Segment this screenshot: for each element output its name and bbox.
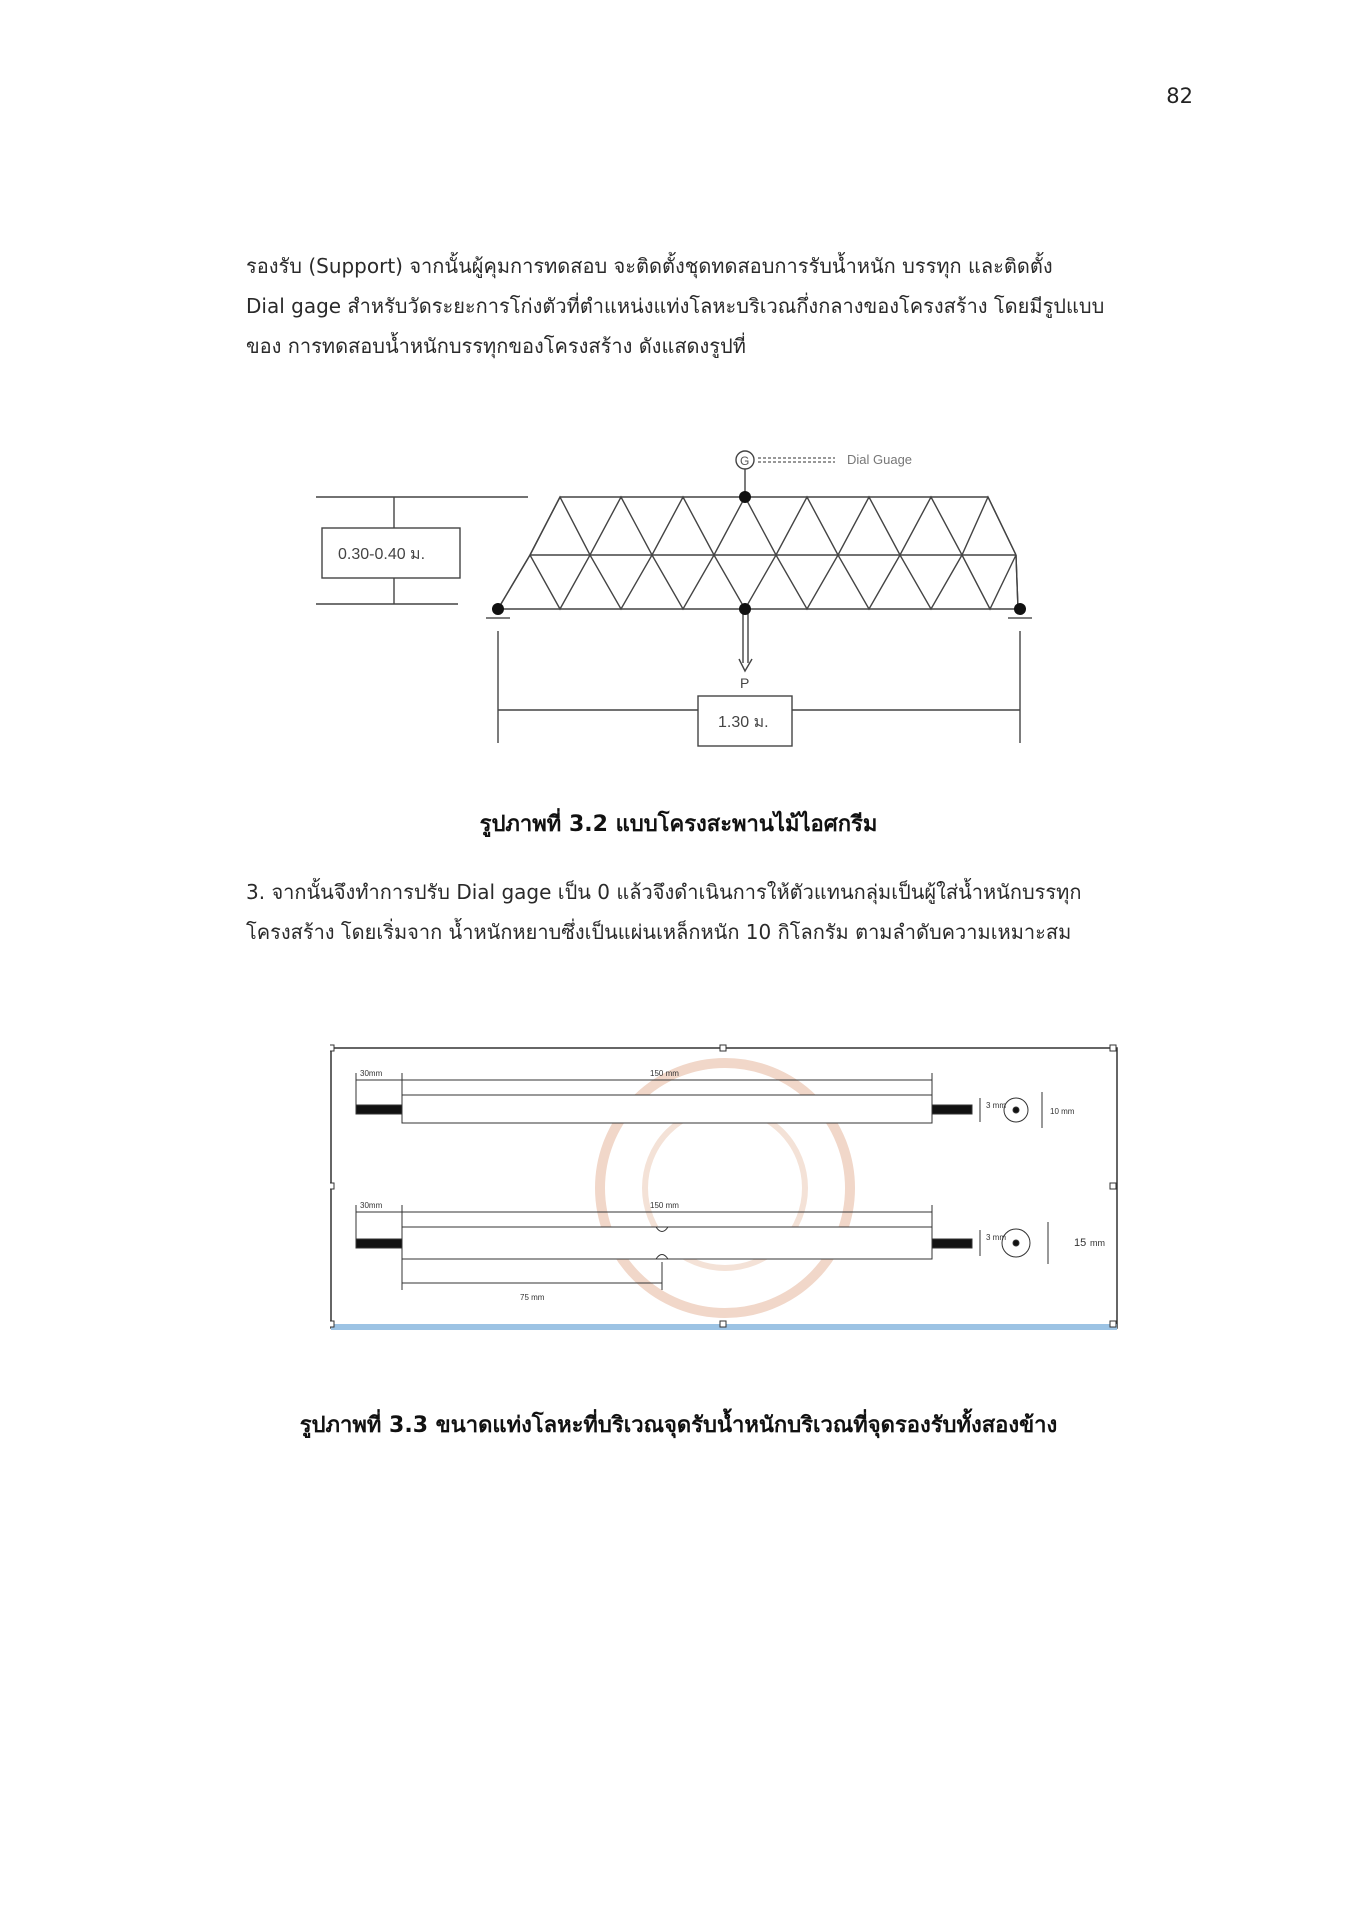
top-rod-end-right [932, 1105, 972, 1114]
figure-3-2-caption: รูปภาพที่ 3.2 แบบโครงสะพานไม้ไอศกรีม [479, 812, 878, 837]
center-bottom-node [739, 603, 751, 615]
span-label: 1.30 ม. [718, 714, 769, 731]
load-label: P [740, 675, 750, 691]
top-rod-end-left [356, 1105, 402, 1114]
top-length-label: 150 mm [650, 1069, 679, 1078]
paragraph-2-line: โครงสร้าง โดยเริ่มจาก น้ำหนักหยาบซึ่งเป็นแผ่นเหล็กหนัก 10 กิโลกรัม ตามลำดับความเหมาะสม [246, 920, 1072, 944]
resize-handle[interactable] [1110, 1321, 1116, 1327]
paragraph-1-line: Dial gage สำหรับวัดระยะการโก่งตัวที่ตำแหน่งแท่งโลหะบริเวณกึ่งกลางของโครงสร้าง โดยมีรูปแบบ [246, 294, 1105, 318]
bottom-mid-label: 75 mm [520, 1293, 545, 1302]
resize-handle[interactable] [1110, 1183, 1116, 1189]
resize-handle[interactable] [720, 1045, 726, 1051]
paragraph-2-line: 3. จากนั้นจึงทำการปรับ Dial gage เป็น 0 แล้วจึงดำเนินการให้ตัวแทนกลุ่มเป็นผู้ใส่น้ำหนักบรรทุก [246, 880, 1082, 904]
paragraph-2 [246, 872, 1200, 952]
bottom-rod-end-left [356, 1239, 402, 1248]
resize-handle[interactable] [720, 1321, 726, 1327]
bottom-diameter-value: 15 [1074, 1237, 1087, 1249]
height-label: 0.30-0.40 ม. [338, 546, 426, 563]
resize-handle[interactable] [1110, 1045, 1116, 1051]
resize-handle[interactable] [330, 1045, 334, 1051]
figure-3-3-caption: รูปภาพที่ 3.3 ขนาดแท่งโลหะที่บริเวณจุดรับน้ำหนักบริเวณที่จุดรองรับทั้งสองข้าง [299, 1413, 1058, 1438]
bottom-rod-section-core [1013, 1240, 1019, 1246]
bottom-gap-label: 3 mm [986, 1233, 1006, 1242]
page-number: 82 [1166, 84, 1193, 108]
top-gap-label: 3 mm [986, 1101, 1006, 1110]
load-arrow-head [739, 659, 752, 671]
top-rod-section-core [1013, 1107, 1019, 1113]
bottom-end-label: 30mm [360, 1201, 383, 1210]
bottom-diameter-unit: mm [1090, 1238, 1105, 1248]
dial-gauge-label: Dial Guage [847, 452, 913, 467]
right-support-node [1014, 603, 1026, 615]
truss-diagram [300, 435, 1060, 765]
left-support-node [492, 603, 504, 615]
rod-dimension-figure [330, 1028, 1120, 1334]
resize-handle[interactable] [330, 1183, 334, 1189]
bottom-length-label: 150 mm [650, 1201, 679, 1210]
resize-handle[interactable] [330, 1321, 334, 1327]
paragraph-1-line: รองรับ (Support) จากนั้นผู้คุมการทดสอบ จะติดตั้งชุดทดสอบการรับน้ำหนัก บรรทุก และติดตั้ง [246, 254, 1053, 278]
center-top-node [739, 491, 751, 503]
bottom-rod-end-right [932, 1239, 972, 1248]
paragraph-1-line: ของ การทดสอบน้ำหนักบรรทุกของโครงสร้าง ดังแสดงรูปที่ [246, 334, 746, 358]
upper-web [530, 497, 1016, 555]
bottom-rod-body [402, 1227, 932, 1259]
gauge-symbol: G [740, 454, 750, 468]
top-end-label: 30mm [360, 1069, 383, 1078]
figure-frame [331, 1048, 1117, 1328]
top-rod-body [402, 1095, 932, 1123]
paragraph-1 [246, 246, 1200, 366]
lower-web [498, 555, 1018, 609]
top-diameter-label: 10 mm [1050, 1107, 1075, 1116]
